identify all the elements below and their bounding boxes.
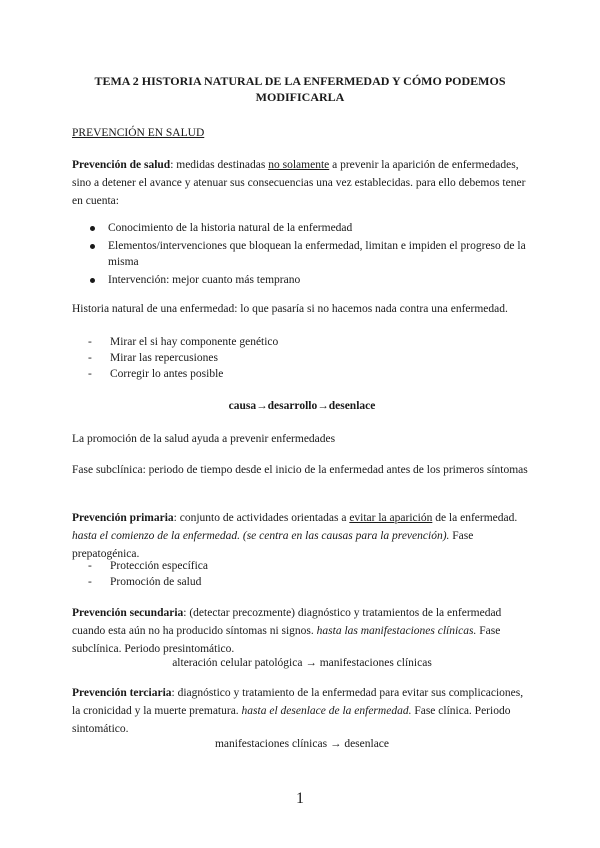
terciaria-flow: manifestaciones clínicas → desenlace: [214, 738, 390, 750]
terciaria-paragraph: Prevención terciaria: diagnóstico y tratamiento de la enfermedad para evitar sus complicaciones, la cronicidad y la muerte prematura. hasta el desenlace de la enfermedad. Fase clínica. Periodo sintomático.: [72, 687, 524, 735]
promocion-paragraph: La promoción de la salud ayuda a prevenir enfermedades: [72, 433, 336, 445]
list-item: - Mirar el si hay componente genético: [88, 336, 279, 348]
primaria-list: [88, 558, 528, 590]
primaria-paragraph: Prevención primaria: conjunto de actividades orientadas a evitar la aparición de la enfermedad. hasta el comienzo de la enfermedad. (se centra en las causas para la prevención). Fase prepatogénica.: [72, 512, 518, 560]
secundaria-paragraph: Prevención secundaria: (detectar precozmente) diagnóstico y tratamientos de la enfermedad cuando esta aún no ha producido síntomas ni signos. hasta las manifestaciones clínicas. Fase subclínica. Periodo presintomático.: [72, 607, 502, 655]
page-number: 1: [296, 790, 304, 807]
page-title: [80, 73, 520, 105]
list-item: Conocimiento de la historia natural de la enfermedad: [92, 220, 532, 236]
term: Prevención secundaria: [72, 607, 184, 619]
list-item: - Mirar las repercusiones: [88, 352, 218, 364]
list-item: - Corregir lo antes posible: [88, 368, 224, 380]
term: Prevención de salud: [72, 159, 171, 171]
term: Prevención terciaria: [72, 687, 172, 699]
secundaria-flow: alteración celular patológica → manifestaciones clínicas: [172, 657, 432, 669]
historia-paragraph: Historia natural de una enfermedad: lo que pasaría si no hacemos nada contra una enfermedad.: [72, 303, 508, 315]
list-item: Intervención: mejor cuanto más temprano: [92, 272, 532, 288]
sequence-line: causa→desarrollo→desenlace: [228, 400, 376, 412]
subclinica-paragraph: Fase subclínica: periodo de tiempo desde el inicio de la enfermedad antes de los primeros síntomas: [72, 464, 528, 476]
term: Prevención primaria: [72, 512, 174, 524]
prevencion-salud-paragraph: Prevención de salud: medidas destinadas no solamente a prevenir la aparición de enfermedades, sino a detener el avance y atenuar sus consecuencias una vez establecidas. para ello debemos tener en cuenta:: [72, 159, 526, 207]
list-item: Elementos/intervenciones que bloquean la enfermedad, limitan e impiden el progreso de la misma: [92, 238, 532, 270]
dash-list: [88, 334, 528, 382]
bullet-list: [92, 220, 532, 290]
list-item: - Promoción de salud: [88, 576, 202, 588]
list-item: - Protección específica: [88, 560, 209, 572]
title-line-1: TEMA 2 HISTORIA NATURAL DE LA ENFERMEDAD Y CÓMO PODEMOS: [94, 74, 506, 88]
section-heading: PREVENCIÓN EN SALUD: [72, 127, 205, 139]
title-line-2: MODIFICARLA: [255, 90, 345, 104]
